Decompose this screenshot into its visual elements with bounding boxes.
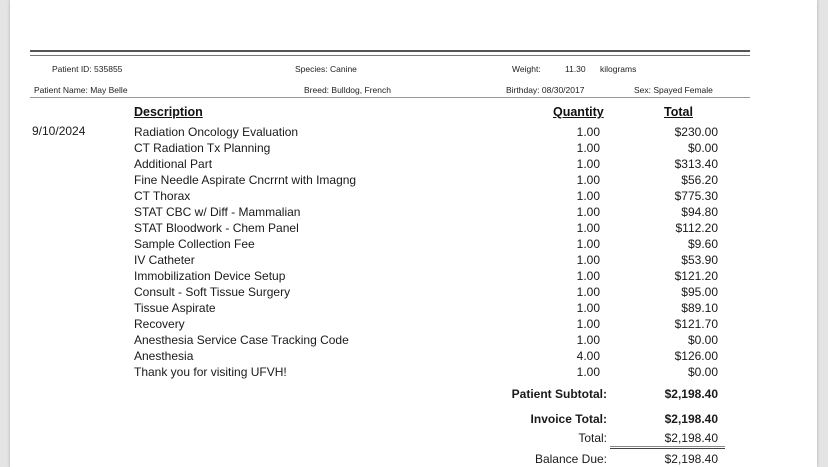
total-rule-lower	[610, 448, 725, 449]
balance-due-value: $2,198.40	[664, 452, 718, 466]
invoice-page	[10, 0, 817, 467]
item-quantity: 1.00	[576, 189, 600, 203]
item-description: Thank you for visiting UFVH!	[134, 365, 287, 379]
item-quantity: 1.00	[576, 269, 600, 283]
item-quantity: 1.00	[576, 141, 600, 155]
item-description: Consult - Soft Tissue Surgery	[134, 285, 291, 299]
patient-subtotal-label: Patient Subtotal:	[511, 387, 607, 401]
item-description: IV Catheter	[134, 253, 195, 267]
species: Species: Canine	[295, 64, 357, 74]
item-total: $0.00	[687, 333, 718, 347]
item-total: $95.00	[681, 285, 718, 299]
item-description: CT Radiation Tx Planning	[134, 141, 271, 155]
invoice-total-value: $2,198.40	[664, 412, 718, 426]
item-total: $56.20	[681, 173, 718, 187]
patient-id: Patient ID: 535855	[52, 64, 123, 74]
item-total: $0.00	[687, 141, 718, 155]
patient-name: Patient Name: May Belle	[34, 85, 128, 95]
item-quantity: 1.00	[576, 237, 600, 251]
item-total: $9.60	[687, 237, 718, 251]
item-total: $313.40	[674, 157, 718, 171]
column-header-total: Total	[664, 105, 693, 119]
item-quantity: 1.00	[576, 221, 600, 235]
column-header-description: Description	[134, 105, 203, 119]
item-quantity: 1.00	[576, 125, 600, 139]
item-quantity: 1.00	[576, 285, 600, 299]
item-quantity: 1.00	[576, 173, 600, 187]
item-description: Fine Needle Aspirate Cncrrnt with Imagng	[134, 173, 357, 187]
item-description: Sample Collection Fee	[134, 237, 255, 251]
item-description: Additional Part	[134, 157, 213, 171]
item-quantity: 1.00	[576, 317, 600, 331]
item-total: $94.80	[681, 205, 718, 219]
total-value: $2,198.40	[664, 431, 718, 445]
item-description: Anesthesia Service Case Tracking Code	[134, 333, 349, 347]
weight-label: Weight:	[512, 64, 541, 74]
item-description: STAT CBC w/ Diff - Mammalian	[134, 205, 301, 219]
service-date: 9/10/2024	[32, 124, 86, 138]
item-quantity: 4.00	[576, 349, 600, 363]
item-description: Immobilization Device Setup	[134, 269, 286, 283]
item-total: $230.00	[674, 125, 718, 139]
item-description: CT Thorax	[134, 189, 191, 203]
column-header-quantity: Quantity	[553, 105, 604, 119]
item-description: Recovery	[134, 317, 185, 331]
item-quantity: 1.00	[576, 301, 600, 315]
item-quantity: 1.00	[576, 157, 600, 171]
item-total: $121.20	[674, 269, 718, 283]
item-total: $121.70	[674, 317, 718, 331]
header-bottom-rule	[30, 97, 750, 98]
item-total: $53.90	[681, 253, 718, 267]
invoice-total-label: Invoice Total:	[530, 412, 607, 426]
weight-unit: kilograms	[600, 64, 637, 74]
item-total: $89.10	[681, 301, 718, 315]
breed: Breed: Bulldog, French	[304, 85, 391, 95]
item-description: Tissue Aspirate	[134, 301, 216, 315]
item-quantity: 1.00	[576, 253, 600, 267]
weight-value: 11.30	[565, 64, 586, 74]
balance-due-label: Balance Due:	[534, 452, 607, 466]
birthday: Birthday: 08/30/2017	[506, 85, 585, 95]
item-total: $775.30	[674, 189, 718, 203]
item-description: Anesthesia	[134, 349, 194, 363]
total-label: Total:	[578, 431, 607, 445]
item-quantity: 1.00	[576, 333, 600, 347]
item-description: STAT Bloodwork - Chem Panel	[134, 221, 299, 235]
total-rule-upper	[610, 446, 725, 447]
header-top-rule-thin	[30, 55, 750, 56]
item-description: Radiation Oncology Evaluation	[134, 125, 299, 139]
item-total: $126.00	[674, 349, 718, 363]
sex: Sex: Spayed Female	[634, 85, 713, 95]
item-total: $0.00	[687, 365, 718, 379]
header-top-rule	[30, 50, 750, 52]
item-quantity: 1.00	[576, 205, 600, 219]
item-total: $112.20	[675, 221, 718, 235]
patient-subtotal-value: $2,198.40	[664, 387, 718, 401]
item-quantity: 1.00	[576, 365, 600, 379]
